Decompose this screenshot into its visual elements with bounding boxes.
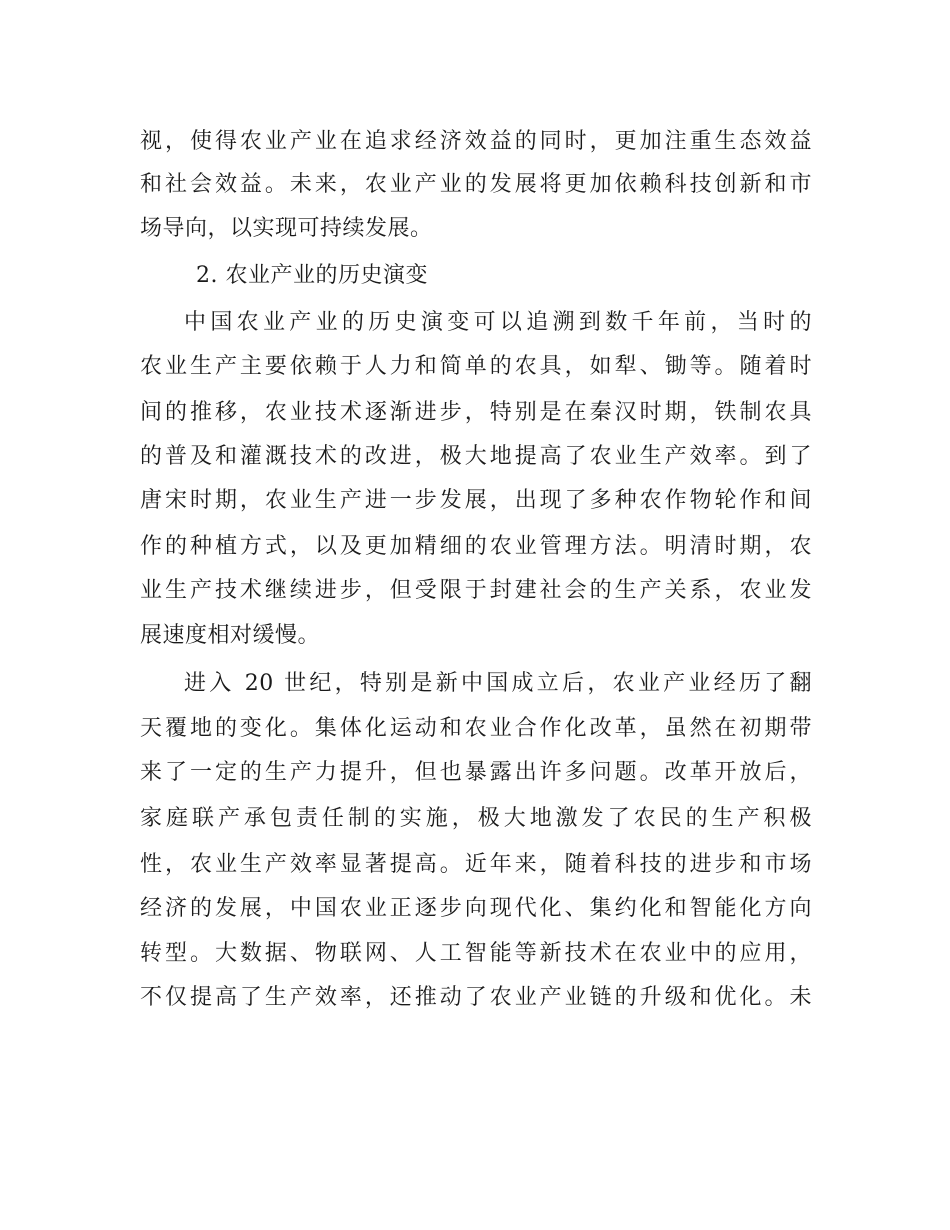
body-text-line: 家庭联产承包责任制的实施，极大地激发了农民的生产积极: [140, 806, 812, 831]
body-text-line: 唐宋时期，农业生产进一步发展，出现了多种农作物轮作和间: [140, 488, 812, 513]
body-text-line: 视，使得农业产业在追求经济效益的同时，更加注重生态效益: [140, 129, 812, 154]
body-text-line: 中国农业产业的历史演变可以追溯到数千年前，当时的: [184, 310, 812, 335]
body-text-line: 经济的发展，中国农业正逐步向现代化、集约化和智能化方向: [140, 896, 812, 921]
section-heading: 2. 农业产业的历史演变: [196, 263, 428, 288]
body-text-line: 间的推移，农业技术逐渐进步，特别是在秦汉时期，铁制农具: [140, 400, 812, 425]
body-text-line: 来了一定的生产力提升，但也暴露出许多问题。改革开放后，: [140, 760, 812, 785]
body-text-line: 进入 20 世纪，特别是新中国成立后，农业产业经历了翻: [184, 671, 812, 696]
body-text-line: 和社会效益。未来，农业产业的发展将更加依赖科技创新和市: [140, 172, 812, 197]
body-text-line: 的普及和灌溉技术的改进，极大地提高了农业生产效率。到了: [140, 444, 812, 469]
body-text-line: 天覆地的变化。集体化运动和农业合作化改革，虽然在初期带: [140, 716, 812, 741]
body-text-line: 不仅提高了生产效率，还推动了农业产业链的升级和优化。未: [140, 985, 812, 1010]
body-text-line: 展速度相对缓慢。: [140, 623, 321, 648]
body-text-line: 业生产技术继续进步，但受限于封建社会的生产关系，农业发: [140, 578, 812, 603]
body-text-line: 场导向，以实现可持续发展。: [140, 216, 433, 241]
body-text-line: 农业生产主要依赖于人力和简单的农具，如犁、锄等。随着时: [140, 354, 812, 379]
body-text-line: 性，农业生产效率显著提高。近年来，随着科技的进步和市场: [140, 852, 812, 877]
body-text-line: 转型。大数据、物联网、人工智能等新技术在农业中的应用，: [140, 941, 812, 966]
body-text-line: 作的种植方式，以及更加精细的农业管理方法。明清时期，农: [140, 534, 812, 559]
